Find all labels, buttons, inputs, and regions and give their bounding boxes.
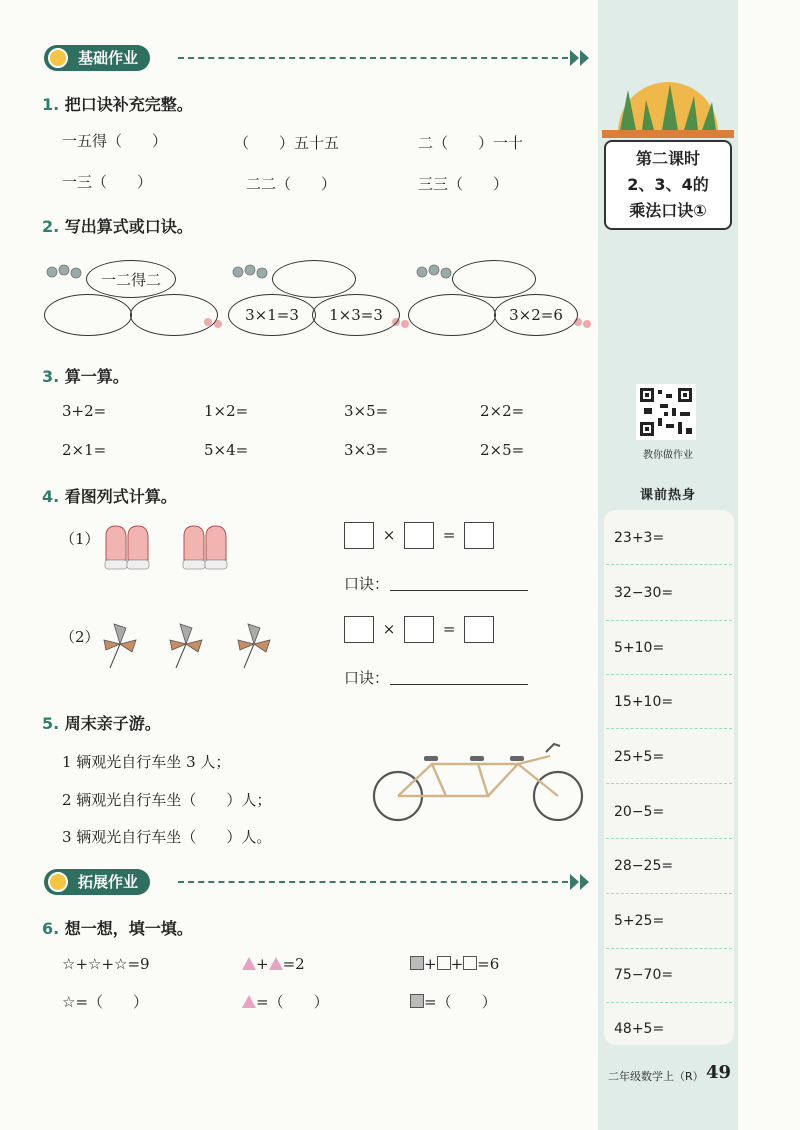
formula-oval[interactable]	[408, 294, 496, 336]
warmup-divider	[606, 674, 732, 675]
answer-box[interactable]	[404, 522, 434, 549]
calc-item[interactable]: 2×5=	[480, 441, 525, 459]
question-number: 5.	[42, 714, 60, 733]
part-label: （2）	[60, 628, 100, 646]
lightbulb-icon	[48, 872, 68, 892]
flower-icon	[245, 265, 255, 275]
fill-blank-item[interactable]: 三三（ ）	[418, 175, 509, 193]
warmup-item[interactable]: 75−70=	[614, 967, 674, 983]
times-sign: ×	[382, 525, 396, 544]
answer-box[interactable]	[464, 616, 494, 643]
question-4-heading	[42, 484, 177, 507]
flower-icon	[441, 268, 451, 278]
double-arrow-icon	[580, 874, 589, 890]
fill-blank-item[interactable]: 一五得（ ）	[62, 132, 168, 150]
pinwheel-blade	[186, 640, 202, 652]
equation-boxes-1	[344, 522, 494, 549]
equals-sign: =	[442, 525, 456, 544]
times-sign: ×	[382, 619, 396, 638]
triangle-answer[interactable]: =（ ）	[242, 991, 329, 1012]
calc-item[interactable]: 3+2=	[62, 402, 107, 420]
word-problem-line[interactable]: 3 辆观光自行车坐（ ）人。	[62, 828, 272, 846]
question-number: 1.	[42, 95, 60, 114]
lightbulb-icon	[48, 48, 68, 68]
double-arrow-icon	[580, 50, 589, 66]
warmup-item[interactable]: 48+5=	[614, 1021, 665, 1037]
pinwheel-blade	[180, 624, 192, 644]
calc-item[interactable]: 2×2=	[480, 402, 525, 420]
warmup-divider	[606, 838, 732, 839]
flower-icon	[257, 268, 267, 278]
fill-blank-item[interactable]: 一三（ ）	[62, 173, 153, 191]
bicycle-seat	[470, 756, 484, 761]
square-icon	[410, 956, 424, 970]
formula-oval[interactable]	[130, 294, 218, 336]
square-icon	[463, 956, 477, 970]
calc-item[interactable]: 3×5=	[344, 402, 389, 420]
qr-caption: 教你做作业	[643, 450, 693, 461]
banner-divider	[178, 881, 568, 883]
cuff-shape	[183, 560, 205, 569]
section-banner-basic	[44, 45, 592, 71]
formula-oval[interactable]: 3×1=3	[228, 294, 316, 336]
qr-code-icon[interactable]	[636, 384, 696, 440]
koujue-label: 口诀：	[344, 575, 390, 593]
square-icon	[437, 956, 451, 970]
calc-item[interactable]: 1×2=	[204, 402, 249, 420]
flower-icon	[71, 268, 81, 278]
kouje-oval[interactable]	[452, 260, 536, 298]
warmup-divider	[606, 948, 732, 949]
tandem-bicycle-illustration	[368, 738, 590, 824]
lesson-card	[604, 140, 732, 230]
question-number: 6.	[42, 919, 60, 938]
triangle-icon	[242, 995, 256, 1008]
question-title: 看图列式计算。	[64, 487, 177, 506]
warmup-divider	[606, 1002, 732, 1003]
square-equation: + + =6	[410, 955, 499, 973]
answer-box[interactable]	[464, 522, 494, 549]
koujue-answer-line[interactable]	[390, 590, 528, 591]
page-number: 49	[706, 1062, 732, 1083]
question-title: 想一想，填一填。	[64, 919, 193, 938]
mitten-icon	[206, 526, 226, 560]
section-title: 拓展作业	[78, 873, 139, 891]
double-arrow-icon	[570, 50, 579, 66]
flower-icon	[59, 265, 69, 275]
answer-box[interactable]	[344, 522, 374, 549]
question-title: 写出算式或口诀。	[64, 217, 193, 236]
question-number: 3.	[42, 367, 60, 386]
warmup-item[interactable]: 23+3=	[614, 530, 665, 546]
triangle-icon	[269, 957, 283, 970]
section-banner-extension	[44, 869, 592, 895]
answer-box[interactable]	[344, 616, 374, 643]
star-answer[interactable]: ☆=（ ）	[62, 993, 149, 1011]
flower-icon	[417, 267, 427, 277]
word-problem-line[interactable]: 2 辆观光自行车坐（ ）人；	[62, 791, 272, 809]
warmup-item[interactable]: 15+10=	[614, 694, 674, 710]
mitten-icon	[106, 526, 126, 560]
square-icon	[410, 994, 424, 1008]
formula-oval[interactable]: 3×2=6	[494, 294, 578, 336]
question-number: 4.	[42, 487, 60, 506]
pinwheel-blade	[120, 640, 136, 652]
banner-divider	[178, 57, 568, 59]
fill-blank-item[interactable]: （ ）五十五	[234, 134, 340, 152]
lesson-topic-2: 乘法口诀①	[629, 201, 707, 220]
square-answer[interactable]: =（ ）	[410, 991, 497, 1012]
fill-blank-item[interactable]: 二（ ）一十	[418, 134, 524, 152]
banner-pill	[44, 45, 150, 71]
warmup-divider	[606, 783, 732, 784]
cuff-shape	[105, 560, 127, 569]
calc-item[interactable]: 2×1=	[62, 441, 107, 459]
warmup-item[interactable]: 5+10=	[614, 640, 665, 656]
formula-oval[interactable]	[44, 294, 132, 336]
cuff-shape	[205, 560, 227, 569]
answer-box[interactable]	[404, 616, 434, 643]
mitten-icon	[128, 526, 148, 560]
warmup-item[interactable]: 20−5=	[614, 804, 665, 820]
double-arrow-icon	[570, 874, 579, 890]
calc-item[interactable]: 5×4=	[204, 441, 249, 459]
question-1-heading	[42, 92, 193, 115]
equation-boxes-2	[344, 616, 494, 643]
triangle-icon	[242, 957, 256, 970]
pinwheels-illustration	[100, 620, 280, 672]
warmup-divider	[606, 620, 732, 621]
gloves-illustration	[100, 522, 250, 582]
equals-sign: =	[442, 619, 456, 638]
question-6-heading	[42, 916, 193, 939]
koujue-answer-line[interactable]	[390, 684, 528, 685]
star-equation: ☆+☆+☆=9	[62, 955, 150, 973]
question-title: 把口诀补充完整。	[64, 95, 193, 114]
warmup-divider	[606, 564, 732, 565]
kouje-oval[interactable]	[272, 260, 356, 298]
part-label: （1）	[60, 530, 100, 548]
pinwheel-blade	[248, 624, 260, 644]
warmup-divider	[606, 893, 732, 894]
planter-ledge	[602, 130, 734, 138]
pinwheel-blade	[254, 640, 270, 652]
bicycle-seat	[510, 756, 524, 761]
question-title: 周末亲子游。	[64, 714, 161, 733]
lesson-topic-1: 2、3、4的	[627, 175, 709, 194]
question-number: 2.	[42, 217, 60, 236]
warmup-item[interactable]: 25+5=	[614, 749, 665, 765]
kouje-oval[interactable]: 一二得二	[86, 260, 176, 298]
question-title: 算一算。	[64, 367, 129, 386]
flower-icon	[401, 320, 409, 328]
warmup-divider	[606, 728, 732, 729]
warmup-item[interactable]: 5+25=	[614, 913, 665, 929]
section-title: 基础作业	[78, 49, 139, 67]
koujue-label: 口诀：	[344, 669, 390, 687]
bicycle-handlebar	[546, 744, 560, 752]
word-problem-line: 1 辆观光自行车坐 3 人；	[62, 753, 231, 771]
warmup-item[interactable]: 32−30=	[614, 585, 674, 601]
flower-icon	[583, 320, 591, 328]
question-3-heading	[42, 364, 129, 387]
pinwheel-blade	[114, 624, 126, 644]
book-title: 二年级数学上（R）	[608, 1070, 704, 1083]
flower-icon	[233, 267, 243, 277]
flower-icon	[429, 265, 439, 275]
lesson-number: 第二课时	[635, 149, 700, 168]
flower-icon	[47, 267, 57, 277]
calc-item[interactable]: 3×3=	[344, 441, 389, 459]
fill-blank-item[interactable]: 二二（ ）	[246, 175, 337, 193]
question-2-heading	[42, 214, 193, 237]
banner-pill	[44, 869, 150, 895]
warmup-item[interactable]: 28−25=	[614, 858, 674, 874]
cuff-shape	[127, 560, 149, 569]
plant-header-illustration	[598, 60, 738, 140]
mitten-icon	[184, 526, 204, 560]
bicycle-seat	[424, 756, 438, 761]
formula-oval[interactable]: 1×3=3	[312, 294, 400, 336]
question-5-heading	[42, 711, 161, 734]
warmup-title: 课前热身	[639, 488, 696, 503]
triangle-equation: + =2	[242, 955, 305, 973]
